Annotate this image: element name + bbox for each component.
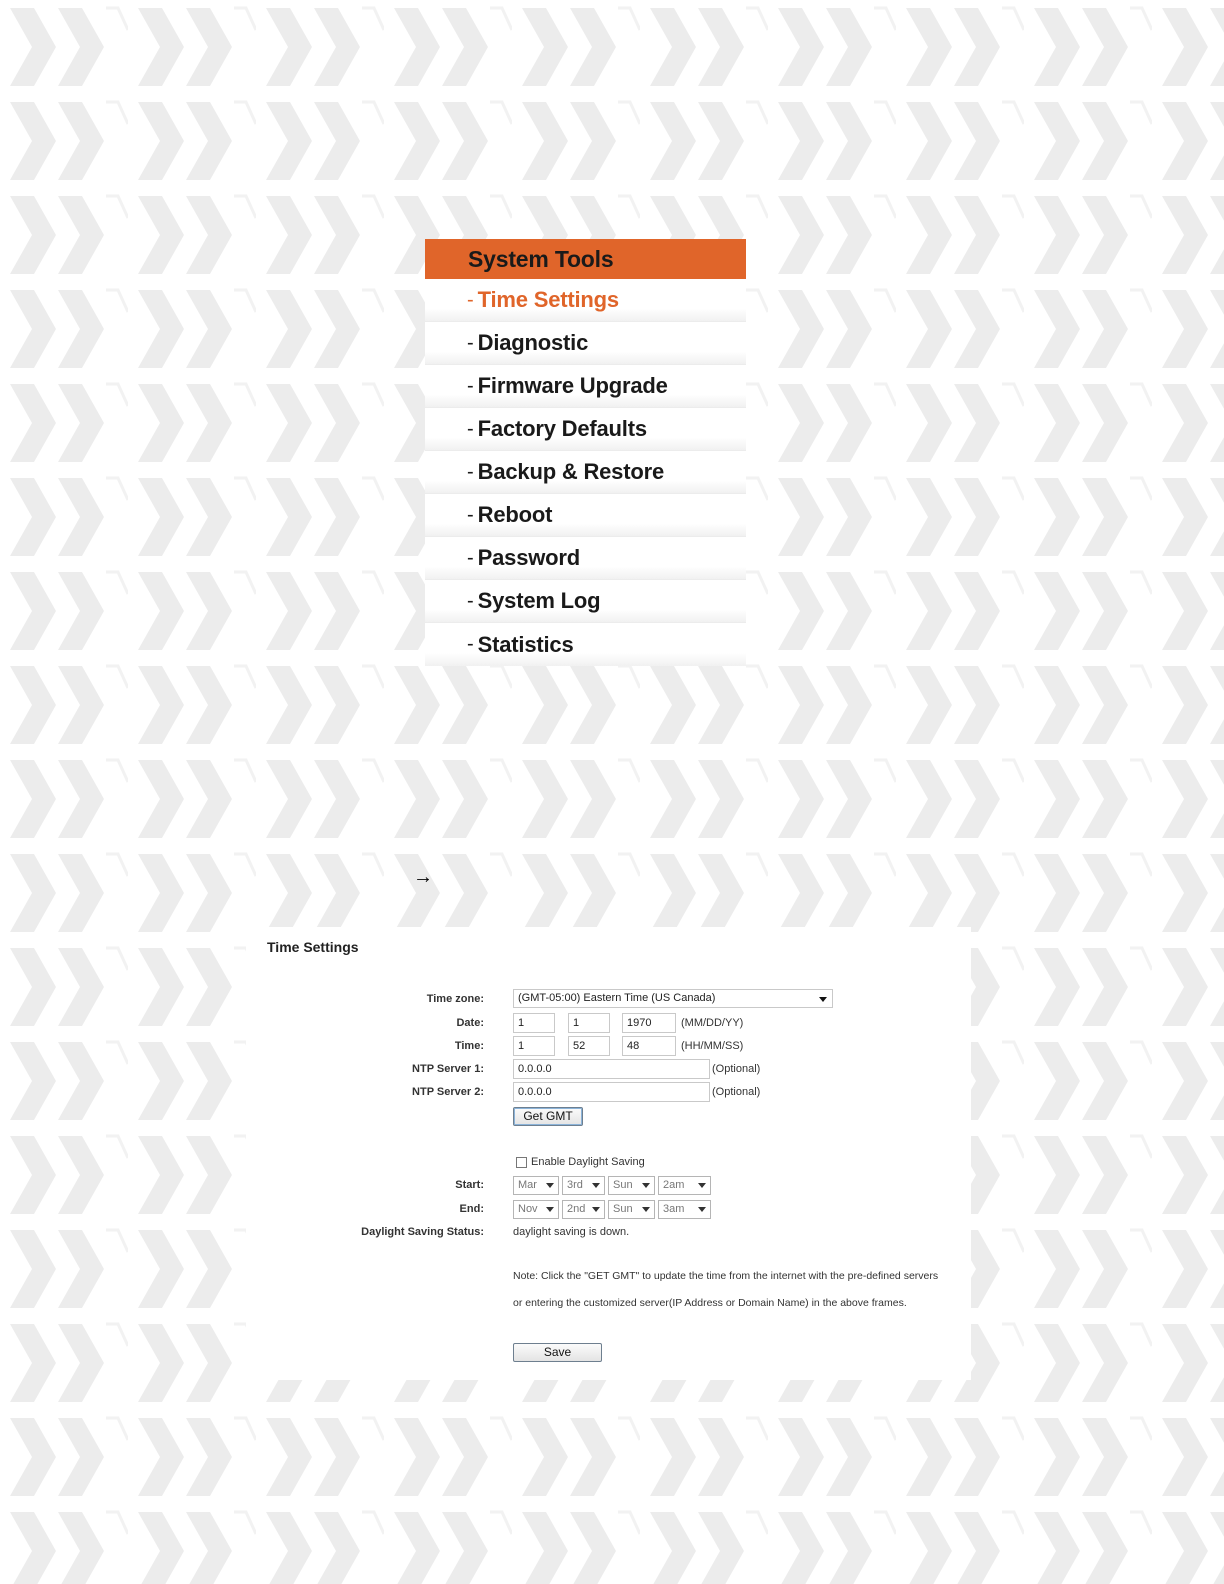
dst-end-day-select[interactable] bbox=[608, 1200, 655, 1219]
menu-item-dash: - bbox=[467, 633, 474, 655]
menu-item-dash: - bbox=[467, 460, 474, 483]
date-day-input[interactable]: 1 bbox=[568, 1013, 610, 1033]
time-minute-input[interactable]: 52 bbox=[568, 1036, 610, 1056]
get-gmt-button[interactable]: Get GMT bbox=[513, 1107, 583, 1126]
menu-header-title: System Tools bbox=[468, 245, 614, 272]
dst-end-hour-value: 3am bbox=[663, 1203, 685, 1215]
dst-start-day-value: Sun bbox=[613, 1179, 633, 1191]
dst-status-value: daylight saving is down. bbox=[513, 1226, 630, 1238]
chevron-down-icon bbox=[698, 1207, 706, 1212]
menu-item-label: Reboot bbox=[477, 502, 553, 527]
time-zone-label: Time zone: bbox=[426, 993, 484, 1005]
time-zone-value: (GMT-05:00) Eastern Time (US Canada) bbox=[518, 992, 716, 1004]
date-label: Date: bbox=[456, 1017, 484, 1029]
ntp-server-2-label: NTP Server 2: bbox=[412, 1086, 484, 1098]
date-month-input[interactable]: 1 bbox=[513, 1013, 555, 1033]
dst-start-month-value: Mar bbox=[518, 1179, 537, 1191]
dst-status-label: Daylight Saving Status: bbox=[361, 1226, 484, 1238]
dst-end-label: End: bbox=[459, 1203, 484, 1215]
menu-item-time-settings[interactable] bbox=[425, 279, 746, 322]
menu-item-password[interactable] bbox=[425, 537, 746, 580]
time-hour-input[interactable]: 1 bbox=[513, 1036, 555, 1056]
chevron-down-icon bbox=[819, 997, 827, 1002]
dst-end-hour-select[interactable] bbox=[658, 1200, 711, 1219]
daylight-saving-checkbox[interactable] bbox=[516, 1157, 527, 1168]
menu-item-dash: - bbox=[467, 331, 474, 354]
daylight-saving-checkbox-label: Enable Daylight Saving bbox=[531, 1156, 645, 1168]
ntp-server-2-input[interactable]: 0.0.0.0 bbox=[513, 1082, 710, 1102]
menu-item-label: Backup & Restore bbox=[477, 459, 664, 484]
date-year-input[interactable]: 1970 bbox=[622, 1013, 676, 1033]
menu-item-label: Factory Defaults bbox=[477, 416, 647, 441]
menu-item-label: Password bbox=[477, 545, 581, 570]
menu-item-label: Statistics bbox=[477, 631, 574, 657]
dst-end-day-value: Sun bbox=[613, 1203, 633, 1215]
arrow-right-icon: → bbox=[413, 866, 433, 888]
menu-item-dash: - bbox=[467, 503, 474, 526]
time-format-hint: (HH/MM/SS) bbox=[681, 1040, 744, 1052]
menu-item-dash: - bbox=[467, 589, 474, 612]
dst-start-hour-value: 2am bbox=[663, 1179, 685, 1191]
menu-item-label: Time Settings bbox=[477, 287, 619, 312]
ntp-server-1-input[interactable]: 0.0.0.0 bbox=[513, 1059, 710, 1079]
time-label: Time: bbox=[454, 1040, 484, 1052]
ntp-server-1-label: NTP Server 1: bbox=[412, 1063, 484, 1075]
dst-start-week-select[interactable] bbox=[562, 1176, 605, 1195]
chevron-down-icon bbox=[546, 1183, 554, 1188]
menu-item-backup-restore[interactable] bbox=[425, 451, 746, 494]
menu-item-firmware-upgrade[interactable] bbox=[425, 365, 746, 408]
dst-start-label: Start: bbox=[455, 1179, 484, 1191]
date-format-hint: (MM/DD/YY) bbox=[681, 1017, 744, 1029]
chevron-down-icon bbox=[642, 1207, 650, 1212]
page-title: Time Settings bbox=[267, 939, 359, 955]
menu-item-diagnostic[interactable] bbox=[425, 322, 746, 365]
chevron-down-icon bbox=[698, 1183, 706, 1188]
menu-item-label: Diagnostic bbox=[477, 330, 589, 355]
dst-start-day-select[interactable] bbox=[608, 1176, 655, 1195]
menu-item-dash: - bbox=[467, 417, 474, 440]
save-button[interactable]: Save bbox=[513, 1343, 602, 1362]
dst-start-hour-select[interactable] bbox=[658, 1176, 711, 1195]
menu-item-dash: - bbox=[467, 546, 474, 569]
note-line-2: or entering the customized server(IP Address or Domain Name) in the above frames. bbox=[513, 1297, 907, 1309]
menu-item-dash: - bbox=[467, 374, 474, 397]
time-second-input[interactable]: 48 bbox=[622, 1036, 676, 1056]
menu-item-dash: - bbox=[467, 288, 474, 311]
menu-item-reboot[interactable] bbox=[425, 494, 746, 537]
menu-item-statistics[interactable] bbox=[425, 623, 746, 666]
menu-item-label: Firmware Upgrade bbox=[477, 373, 668, 398]
dst-start-month-select[interactable] bbox=[513, 1176, 559, 1195]
dst-end-week-select[interactable] bbox=[562, 1200, 605, 1219]
ntp-server-1-hint: (Optional) bbox=[712, 1063, 761, 1075]
dst-end-week-value: 2nd bbox=[567, 1203, 586, 1215]
menu-item-system-log[interactable] bbox=[425, 580, 746, 623]
chevron-down-icon bbox=[592, 1207, 600, 1212]
menu-item-label: System Log bbox=[477, 588, 601, 613]
system-tools-menu bbox=[425, 239, 746, 666]
dst-end-month-select[interactable] bbox=[513, 1200, 559, 1219]
menu-header bbox=[425, 239, 746, 279]
chevron-down-icon bbox=[546, 1207, 554, 1212]
chevron-down-icon bbox=[592, 1183, 600, 1188]
dst-end-month-value: Nov bbox=[518, 1203, 538, 1215]
dst-start-week-value: 3rd bbox=[567, 1179, 583, 1191]
chevron-down-icon bbox=[642, 1183, 650, 1188]
ntp-server-2-hint: (Optional) bbox=[712, 1086, 761, 1098]
menu-item-factory-defaults[interactable] bbox=[425, 408, 746, 451]
time-settings-panel bbox=[246, 927, 971, 1380]
time-zone-select[interactable] bbox=[513, 989, 833, 1008]
note-line-1: Note: Click the "GET GMT" to update the time from the internet with the pre-defined servers bbox=[513, 1270, 939, 1282]
